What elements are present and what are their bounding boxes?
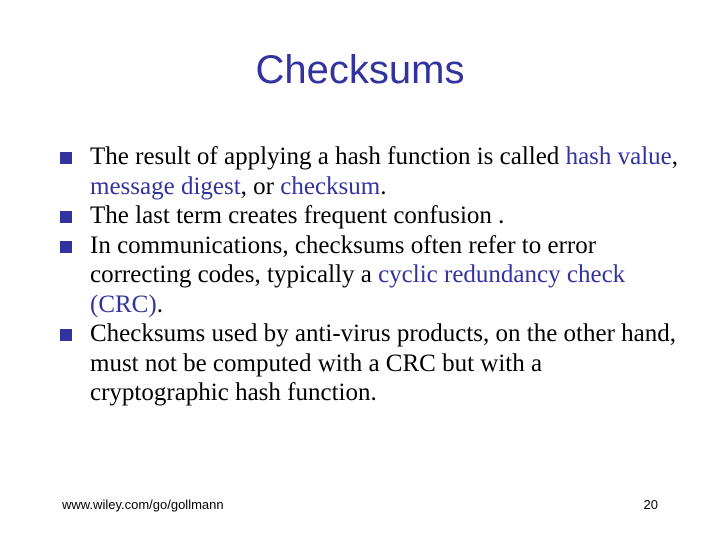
bullet-text-segment: The result of applying a hash function is called xyxy=(90,143,566,170)
page-number: 20 xyxy=(643,497,658,512)
bullet-item xyxy=(60,231,680,320)
bullet-text-segment: The last term creates frequent confusion . xyxy=(90,202,505,229)
term-hash-value: hash value xyxy=(565,143,672,170)
square-bullet-icon xyxy=(60,329,72,341)
bullet-text-segment: In communications, checksums often refer to error correcting codes, typically a xyxy=(90,231,597,288)
square-bullet-icon xyxy=(60,241,72,253)
bullet-text-segment: . xyxy=(380,172,387,200)
bullet-item xyxy=(60,201,680,231)
bullet-text-segment: , xyxy=(671,143,679,170)
bullet-text-segment: . xyxy=(156,290,163,318)
bullet-item xyxy=(60,142,680,201)
bullet-text-segment: Checksums used by anti-virus products, on the other hand, must not be computed with a CRC but with a cryptographic hash function. xyxy=(90,320,677,406)
footer-url: www.wiley.com/go/gollmann xyxy=(62,497,224,512)
term-crc: cyclic redundancy check (CRC) xyxy=(90,261,626,318)
square-bullet-icon xyxy=(60,152,72,164)
bullet-list xyxy=(60,142,680,408)
bullet-item xyxy=(60,319,680,408)
term-checksum: checksum xyxy=(280,172,381,200)
term-message-digest: message digest xyxy=(90,172,241,200)
bullet-text-segment: , or xyxy=(240,172,281,200)
slide-title: Checksums xyxy=(255,48,465,92)
square-bullet-icon xyxy=(60,211,72,223)
